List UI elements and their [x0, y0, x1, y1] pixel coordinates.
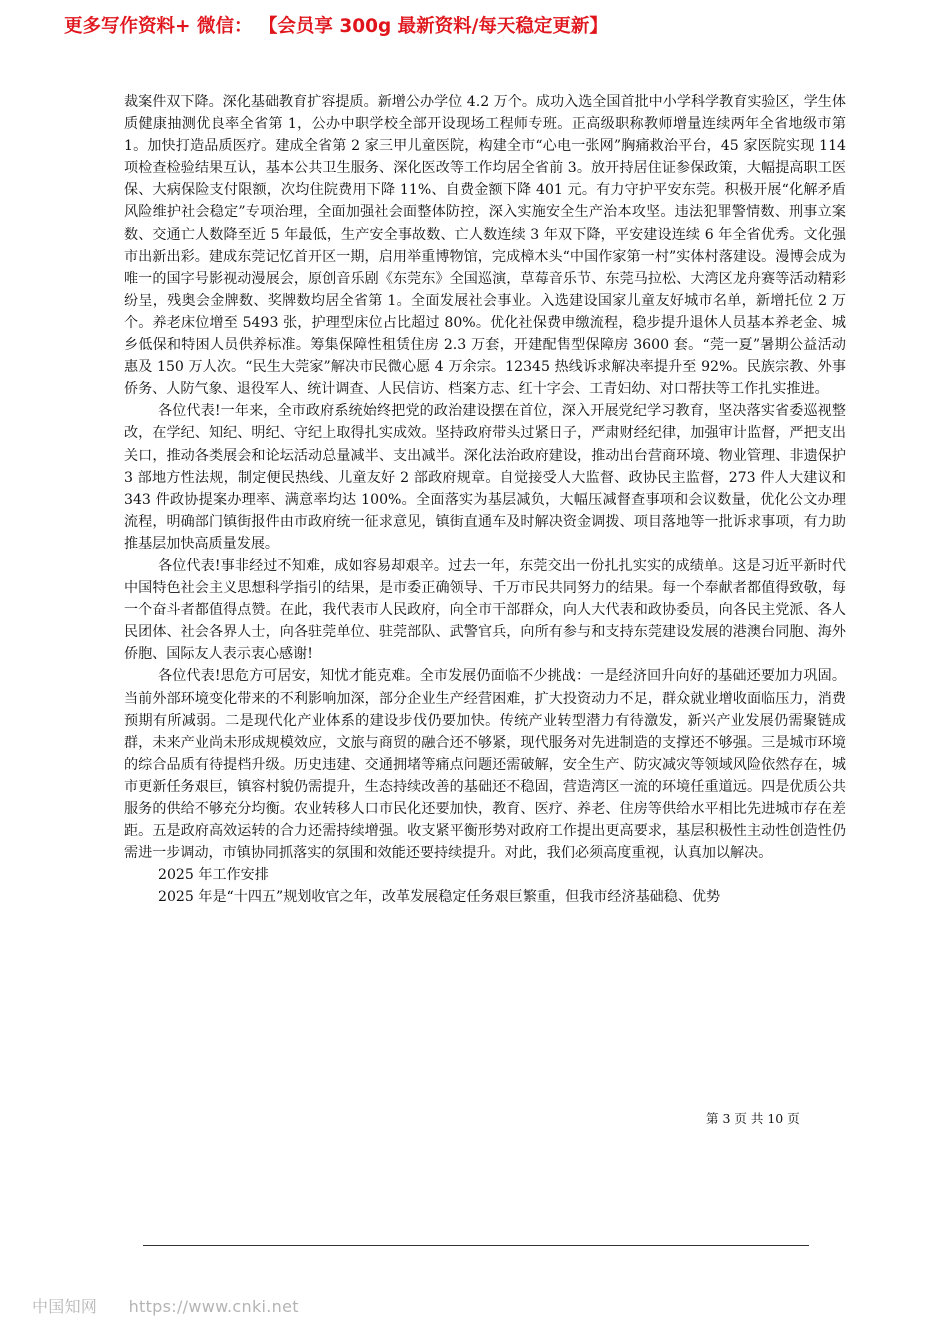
body-paragraph: 裁案件双下降。深化基础教育扩容提质。新增公办学位 4.2 万个。成功入选全国首批中小学科学教育实验区，学生体质健康抽测优良率全省第 1，公办中职学校全部开设现场工程师专班。正高级职称教师增量连续两年全省地级市第 1。加快打造品质医疗。建成全省第 2 家三甲儿童医院，构建全市“心电一张网”胸痛救治平台，45 家医院实现 114 项检查检验结果互认，基本公共卫生服务、深化医改等工作均居全省前 3。放开持居住证参保政策，大幅提高职工医保、大病保险支付限额，次均住院费用下降 11%、自费金额下降 401 元。有力守护平安东莞。积极开展“化解矛盾风险维护社会稳定”专项治理，全面加强社会面整体防控，深入实施安全生产治本攻坚。违法犯罪警情数、刑事立案数、交通亡人数降至近 5 年最低，生产安全事故数、亡人数连续 3 年双下降，平安建设连续 6 年全省优秀。文化强市出新出彩。建成东莞记忆首开区一期，启用举重博物馆，完成樟木头“中国作家第一村”实体村落建设。漫博会成为唯一的国字号影视动漫展会，原创音乐剧《东莞东》全国巡演，草莓音乐节、东莞马拉松、大湾区龙舟赛等活动精彩纷呈，残奥会金牌数、奖牌数均居全省第 1。全面发展社会事业。入选建设国家儿童友好城市名单，新增托位 2 万个。养老床位增至 5493 张，护理型床位占比超过 80%。优化社保费申缴流程，稳步提升退休人员基本养老金、城乡低保和特困人员供养标准。筹集保障性租赁住房 2.3 万套，开建配售型保障房 3600 套。“莞一夏”暑期公益活动惠及 150 万人次。“民生大莞家”解决市民微心愿 4 万余宗。12345 热线诉求解决率提升至 92%。民族宗教、外事侨务、人防气象、退役军人、统计调查、人民信访、档案方志、红十字会、工青妇幼、对口帮扶等工作扎实推进。 — [124, 94, 846, 398]
footer-divider — [143, 1245, 809, 1246]
body-paragraph: 2025 年是“十四五”规划收官之年，改革发展稳定任务艰巨繁重，但我市经济基础稳、优势 — [158, 889, 721, 906]
body-paragraph: 各位代表!事非经过不知难，成如容易却艰辛。过去一年，东莞交出一份扎扎实实的成绩单。这是习近平新时代中国特色社会主义思想科学指引的结果，是市委正确领导、千万市民共同努力的结果。每一个奉献者都值得致敬，每一个奋斗者都值得点赞。在此，我代表市人民政府，向全市干部群众，向人大代表和政协委员，向各民主党派、各人民团体、社会各界人士，向各驻莞单位、驻莞部队、武警官兵，向所有参与和支持东莞建设发展的港澳台同胞、海外侨胞、国际友人表示衷心感谢! — [124, 557, 846, 663]
page-number: 第 3 页 共 10 页 — [706, 1111, 800, 1126]
body-paragraph: 2025 年工作安排 — [158, 867, 269, 884]
watermark-url: https://www.cnki.net — [128, 1297, 299, 1316]
promo-banner: 更多写作资料+ 微信： 【会员享 300g 最新资料/每天稳定更新】 — [64, 16, 608, 37]
watermark-brand: 中国知网 — [32, 1297, 98, 1316]
body-paragraph: 各位代表!思危方可居安，知忧才能克难。全市发展仍面临不少挑战：一是经济回升向好的基础还要加力巩固。当前外部环境变化带来的不利影响加深，部分企业生产经营困难，扩大投资动力不足，群众就业增收面临压力，消费预期有所减弱。二是现代化产业体系的建设步伐仍要加快。传统产业转型潜力有待激发，新兴产业发展仍需聚链成群，未来产业尚未形成规模效应，文旅与商贸的融合还不够紧，现代服务对先进制造的支撑还不够强。三是城市环境的综合品质有待提档升级。历史违建、交通拥堵等痛点问题还需破解，安全生产、防灾减灾等领域风险依然存在，城市更新任务艰巨，镇容村貌仍需提升，生态持续改善的基础还不稳固，营造湾区一流的环境任重道远。四是优质公共服务的供给不够充分均衡。农业转移人口市民化还要加快，教育、医疗、养老、住房等供给水平相比先进城市存在差距。五是政府高效运转的合力还需持续增强。收支紧平衡形势对政府工作提出更高要求，基层积极性主动性创造性仍需进一步调动，市镇协同抓落实的氛围和效能还要持续提升。对此，我们必须高度重视，认真加以解决。 — [124, 668, 846, 862]
document-body — [124, 91, 846, 908]
body-paragraph: 各位代表!一年来，全市政府系统始终把党的政治建设摆在首位，深入开展党纪学习教育，坚决落实省委巡视整改，在学纪、知纪、明纪、守纪上取得扎实成效。坚持政府带头过紧日子，严肃财经纪律，加强审计监督，严把支出关口，推动各类展会和论坛活动总量减半、支出减半。深化法治政府建设，推动出台营商环境、物业管理、非遗保护 3 部地方性法规，制定便民热线、儿童友好 2 部政府规章。自觉接受人大监督、政协民主监督，273 件人大建议和 343 件政协提案办理率、满意率均达 100%。全面落实为基层减负，大幅压减督查事项和会议数量，优化公文办理流程，明确部门镇街报件由市政府统一征求意见，镇街直通车及时解决资金调拨、项目落地等一批诉求事项，有力助推基层加快高质量发展。 — [124, 403, 846, 552]
cnki-watermark — [32, 1294, 299, 1317]
